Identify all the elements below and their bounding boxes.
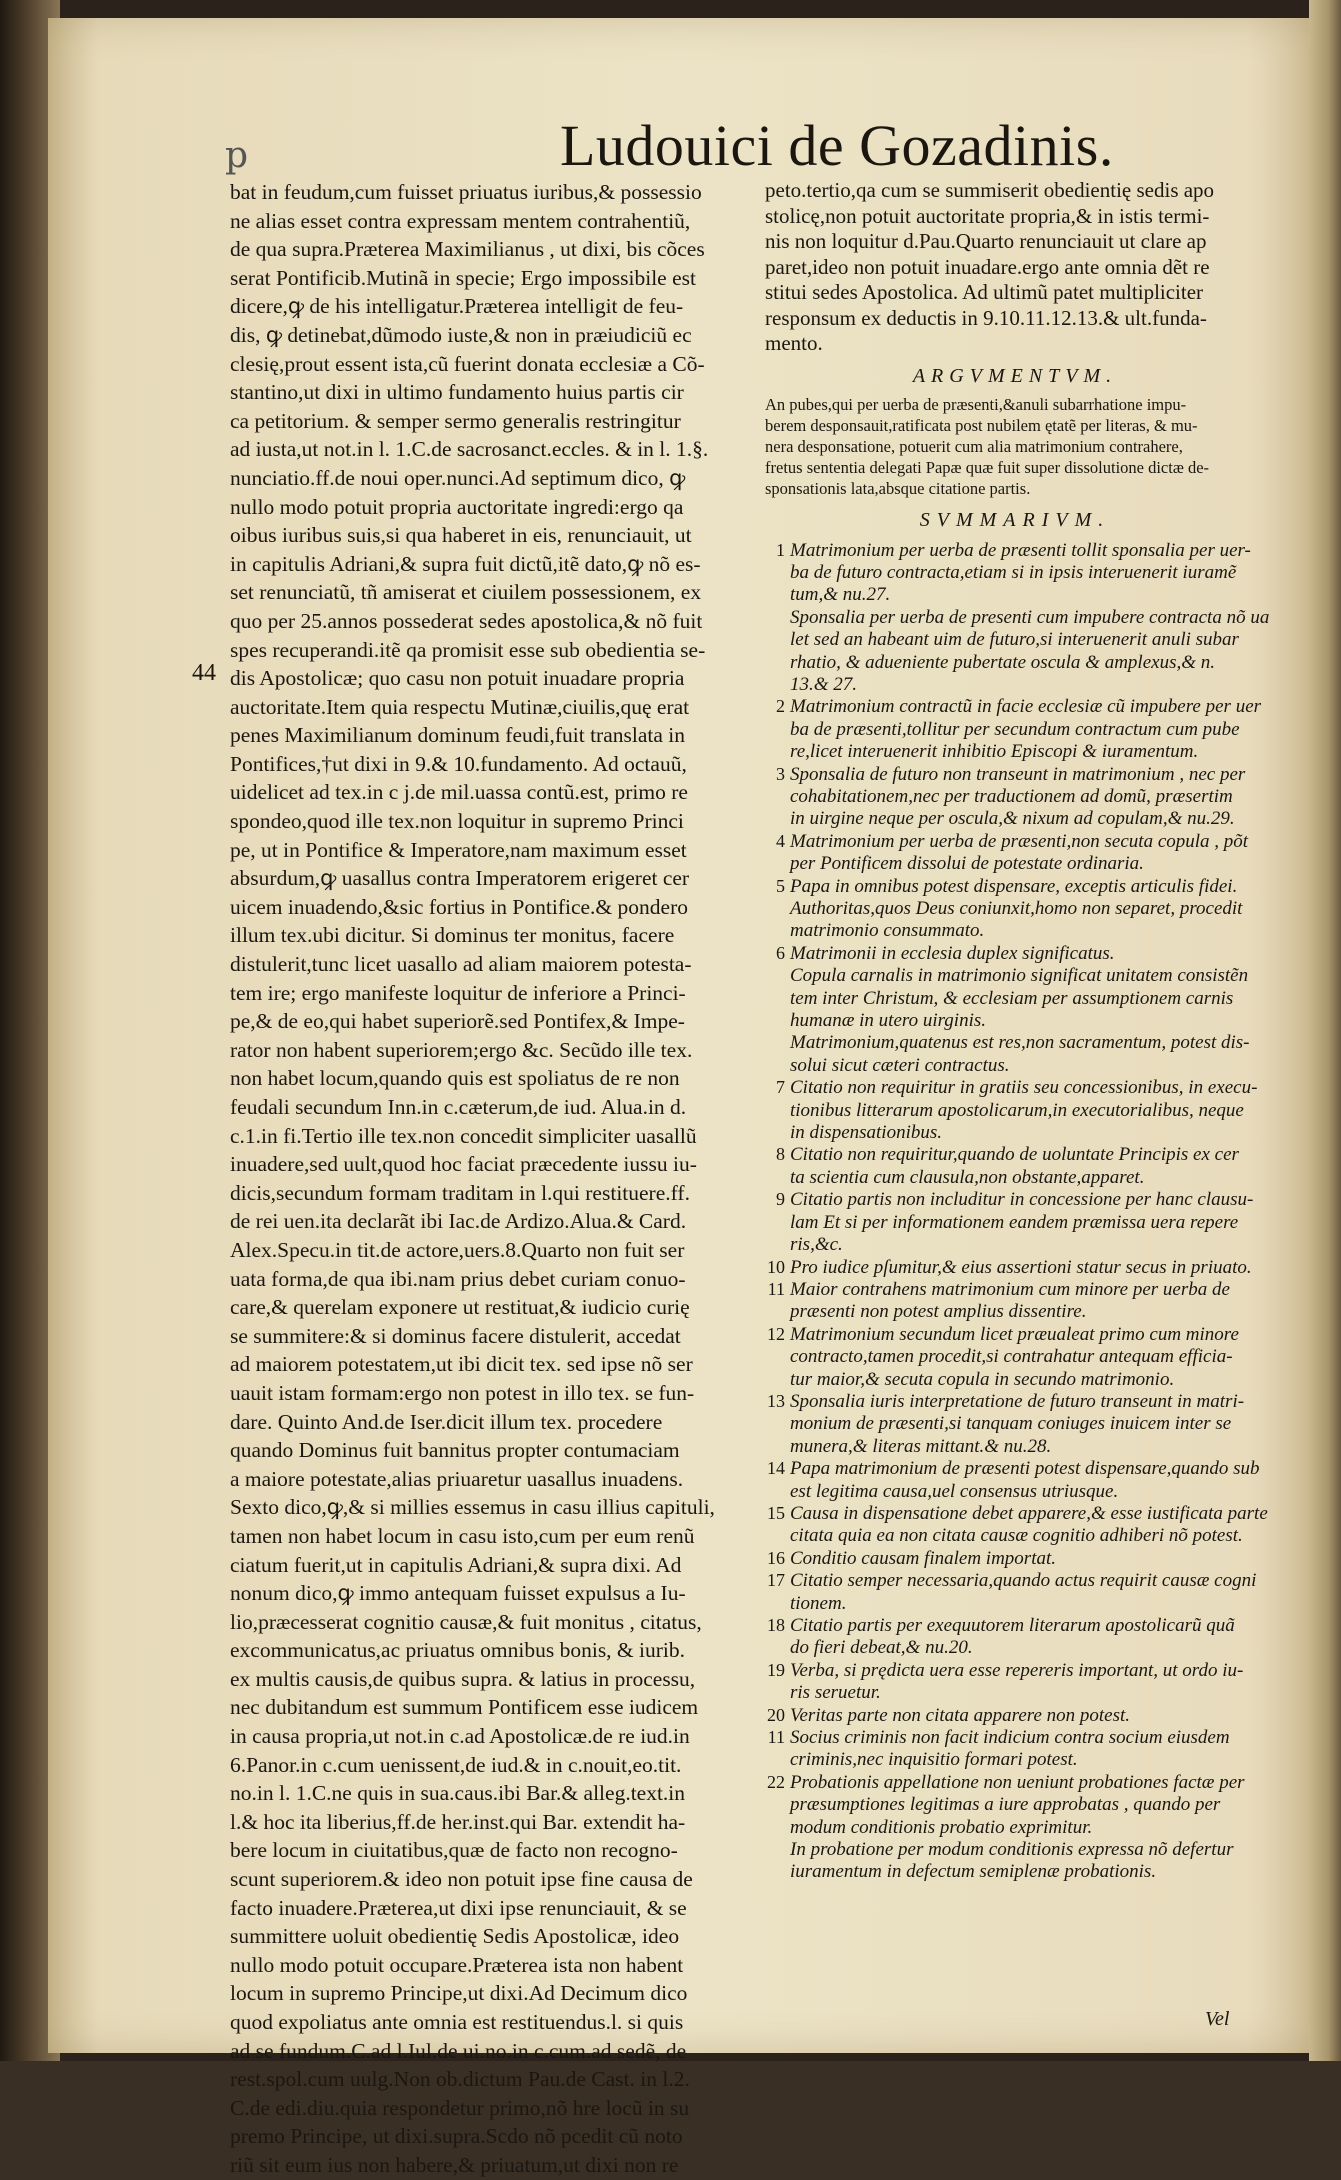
- text-line: penes Maximilianum dominum feudi,fuit translata in: [230, 723, 685, 748]
- running-title: Ludouici de Gozadinis.: [560, 113, 1114, 178]
- left-column: [230, 178, 730, 2180]
- text-line: ba de futuro contracta,etiam si in ipsis interuenerit iuramẽ: [790, 561, 1237, 583]
- text-line: Probationis appellatione non ueniunt probationes factæ per: [790, 1771, 1245, 1793]
- text-line: rator non habent superiorem;ergo &c. Secũdo ille tex.: [230, 1037, 693, 1062]
- text-line: re,licet interuenerit inhibitio Episcopi & iuramentum.: [790, 741, 1199, 763]
- catchword: Vel: [1205, 2008, 1230, 2030]
- text-line: præsenti non potest amplius dissentire.: [790, 1301, 1087, 1323]
- text-line: ris,&c.: [790, 1234, 843, 1256]
- text-line: ciatum fuerit,ut in capitulis Adriani,& supra dixi. Ad: [230, 1552, 682, 1577]
- text-line: care,& querelam exponere ut restituat,& iudicio curię: [230, 1295, 690, 1320]
- text-line: excommunicatus,ac priuatus omnibus bonis, & iurib.: [230, 1638, 686, 1663]
- text-line: ris seruetur.: [790, 1682, 881, 1704]
- summarium-item-number: 7: [776, 1077, 785, 1098]
- text-line: let sed an habeant uim de futuro,si interuenerit anuli subar: [790, 629, 1239, 651]
- text-line: riũ sit eum ius non habere,& priuatum,ut dixi non re: [230, 2152, 679, 2177]
- text-line: ad maiorem potestatem,ut ibi dicit tex. sed ipse nõ ser: [230, 1352, 693, 1377]
- summarium-item: [765, 1257, 1265, 1279]
- text-line: 13.& 27.: [790, 673, 858, 695]
- text-line: 6.Panor.in c.cum uenissent,de iud.& in c.nouit,eo.tit.: [230, 1752, 682, 1777]
- text-line: quo per 25.annos possederat sedes apostolica,& nõ fuit: [230, 608, 703, 633]
- summarium-item-number: 18: [767, 1615, 785, 1635]
- text-line: dare. Quinto And.de Iser.dicit illum tex. procedere: [230, 1409, 663, 1434]
- text-line: tamen non habet locum in casu isto,cum per eum renũ: [230, 1523, 695, 1548]
- text-line: nullo modo potuit occupare.Præterea ista non habent: [230, 1952, 684, 1977]
- text-line: Matrimonii in ecclesia duplex significatus.: [790, 942, 1115, 964]
- text-line: nec dubitandum est summum Pontificem esse iudicem: [230, 1695, 699, 1720]
- text-line: Papa in omnibus potest dispensare, exceptis articulis fidei.: [790, 875, 1238, 897]
- text-line: l.& hoc ita liberius,ff.de her.inst.qui Bar. extendit ha-: [230, 1809, 686, 1834]
- text-line: monium de præsenti,si tanquam coniuges inuicem inter se: [790, 1413, 1232, 1435]
- summarium-item: [765, 1144, 1265, 1189]
- text-line: quod expoliatus ante omnia est restituendus.l. si quis: [230, 2010, 684, 2034]
- text-line: est legitima causa,uel consensus utriusque.: [790, 1480, 1119, 1502]
- text-line: per Pontificem dissolui de potestate ordinaria.: [790, 853, 1144, 875]
- summarium-item: [765, 1324, 1265, 1391]
- text-line: set renunciatũ, tñ amiserat et ciuilem possessionem, ex: [230, 580, 702, 605]
- right-column: [765, 178, 1270, 1884]
- text-line: Citatio partis non includitur in concessione per hanc clausu-: [790, 1189, 1254, 1211]
- text-line: oibus iuribus suis,si qua haberet in eis, renunciauit, ut: [230, 523, 692, 548]
- text-line: serat Pontificib.Mutinã in specie; Ergo impossibile est: [230, 265, 696, 290]
- text-line: Matrimonium per uerba de præsenti tollit sponsalia per uer-: [790, 539, 1251, 561]
- summarium-item: [765, 1077, 1265, 1144]
- summarium-item: [765, 1660, 1265, 1705]
- summarium-item-number: 22: [767, 1771, 785, 1792]
- summarium-item-number: 3: [776, 763, 785, 784]
- text-line: non habet locum,quando quis est spoliatus de re non: [230, 1066, 680, 1091]
- summarium-item: [765, 1189, 1265, 1256]
- summarium-item: [765, 1772, 1265, 1884]
- text-line: Conditio causam finalem importat.: [790, 1547, 1056, 1569]
- text-line: in causa propria,ut not.in c.ad Apostolicæ.de re iud.in: [230, 1724, 690, 1749]
- text-line: Matrimonium,quatenus est res,non sacramentum, potest dis-: [790, 1032, 1250, 1054]
- text-line: nis non loquitur d.Pau.Quarto renunciauit ut clare ap: [765, 229, 1207, 253]
- text-line: berem desponsauit,ratificata post nubilem ętatẽ per literas, & mu-: [765, 415, 1198, 435]
- summarium-item: [765, 606, 1270, 697]
- summarium-item: [765, 1502, 1268, 1548]
- summarium-item: [765, 1391, 1265, 1458]
- argumentum-section: [765, 365, 1265, 499]
- text-line: sponsationis lata,absque citatione partis.: [765, 478, 1031, 498]
- summarium-item: [765, 764, 1265, 831]
- text-line: præsumptiones legitimas a iure approbatas , quando per: [790, 1794, 1221, 1816]
- summarium-item-number: 17: [767, 1570, 785, 1591]
- text-line: C.de edi.diu.quia respondetur primo,nõ hre locũ in su: [230, 2095, 690, 2120]
- text-line: dicis,secundum formam traditam in l.qui restituere.ff.: [230, 1180, 690, 1205]
- text-line: distulerit,tunc licet uasallo ad aliam maiorem potesta-: [230, 952, 692, 977]
- text-line: scunt superiorem.& ideo non potuit ipse fine causa de: [230, 1867, 693, 1892]
- summarium-item: [765, 943, 1265, 1077]
- text-line: Citatio partis per exequutorem literarum apostolicarũ quã: [790, 1615, 1235, 1636]
- summarium-item-number: 16: [767, 1547, 785, 1568]
- text-line: lam Et si per informationem eandem præmissa uera repere: [790, 1211, 1239, 1233]
- text-line: Matrimonium secundum licet præualeat primo cum minore: [790, 1323, 1239, 1345]
- text-line: pe, ut in Pontifice & Imperatore,nam maximum esset: [230, 837, 687, 862]
- summarium-item: [765, 696, 1265, 763]
- text-line: stitui sedes Apostolica. Ad ultimũ patet multipliciter: [765, 280, 1204, 304]
- summarium-item: [765, 1570, 1265, 1615]
- summarium-item-number: 11: [767, 1278, 785, 1299]
- text-line: dis Apostolicæ; quo casu non potuit inuadare propria: [230, 666, 685, 691]
- text-line: stolicę,non potuit auctoritate propria,& in istis termi-: [765, 203, 1210, 228]
- summarium-item-number: 19: [767, 1659, 785, 1680]
- text-line: Copula carnalis in matrimonio significat unitatem consistẽn: [790, 965, 1249, 987]
- text-line: dicere,ꝙ de his intelligatur.Præterea intelligit de feu-: [230, 294, 684, 319]
- text-line: tem ire; ergo manifeste loquitur de inferiore a Princi-: [230, 980, 686, 1005]
- text-line: rhatio, & adueniente pubertate oscula & amplexus,& n.: [790, 651, 1215, 673]
- text-line: Citatio semper necessaria,quando actus requirit causæ cogni: [790, 1570, 1257, 1592]
- text-line: Sponsalia per uerba de presenti cum impubere contracta nõ ua: [790, 606, 1270, 628]
- text-line: contracto,tamen procedit,si contrahatur antequam efficia-: [790, 1346, 1233, 1368]
- text-line: Sponsalia de futuro non transeunt in matrimonium , nec per: [790, 763, 1246, 785]
- summarium-title: SVMMARIVM.: [919, 508, 1111, 531]
- summarium-section: [765, 508, 1270, 1884]
- text-line: Socius criminis non facit indicium contra socium eiusdem: [790, 1727, 1230, 1749]
- argumentum-title: ARGVMENTVM.: [912, 364, 1118, 387]
- text-line: de rei uen.ita declarãt ibi Iac.de Ardizo.Alua.& Card.: [230, 1209, 687, 1234]
- summarium-item-number: 9: [776, 1189, 785, 1210]
- text-line: Matrimonium per uerba de præsenti,non secuta copula , põt: [790, 830, 1249, 852]
- summarium-item-number: 11: [767, 1727, 785, 1748]
- summarium-item: [765, 831, 1265, 876]
- text-line: humanæ in utero uirginis.: [790, 1010, 986, 1032]
- summarium-item: [765, 1548, 1265, 1570]
- folio-mark: p: [225, 135, 249, 176]
- text-line: tum,& nu.27.: [790, 584, 891, 606]
- summarium-item: [765, 540, 1265, 607]
- text-line: uata forma,de qua ibi.nam prius debet curiam conuo-: [230, 1266, 686, 1291]
- text-line: Authoritas,quos Deus coniunxit,homo non separet, procedit: [790, 898, 1243, 919]
- text-line: nunciatio.ff.de noui oper.nunci.Ad septimum dico, ꝙ: [230, 465, 686, 490]
- text-line: a maiore potestate,alias priuaretur uasallus inuadens.: [230, 1466, 684, 1491]
- text-line: ne alias esset contra expressam mentem contrahentiũ,: [230, 208, 691, 233]
- text-line: ta scientia cum clausula,non obstante,apparet.: [790, 1166, 1145, 1188]
- summarium-item-number: 4: [776, 830, 785, 851]
- text-line: Veritas parte non citata apparere non potest.: [790, 1704, 1131, 1726]
- text-line: nera desponsatione, potuerit cum alia matrimonium contrahere,: [765, 436, 1183, 456]
- text-line: bat in feudum,cum fuisset priuatus iuribus,& possessio: [230, 180, 702, 204]
- summarium-item: [765, 1615, 1265, 1660]
- text-line: premo Principe, ut dixi.supra.Scdo nõ pcedit cũ noto: [230, 2124, 683, 2149]
- summarium-item-number: 12: [767, 1323, 785, 1344]
- text-line: tur maior,& secuta copula in secundo matrimonio.: [790, 1368, 1175, 1390]
- summarium-item: [765, 1727, 1265, 1772]
- text-line: absurdum,ꝙ uasallus contra Imperatorem erigeret cer: [230, 866, 690, 891]
- text-line: locum in supremo Principe,ut dixi.Ad Decimum dico: [230, 1981, 688, 2006]
- text-line: rest.spol.cum uulg.Non ob.dictum Pau.de Cast. in l.2.: [230, 2067, 690, 2092]
- text-line: spes recuperandi.itẽ qa promisit esse sub obedientia se-: [230, 637, 706, 662]
- text-line: Verba, si prędicta uera esse repereris important, ut ordo iu-: [790, 1659, 1244, 1681]
- text-line: tionibus litterarum apostolicarum,in executorialibus, neque: [790, 1099, 1244, 1121]
- text-line: de qua supra.Præterea Maximilianus , ut dixi, bis cõces: [230, 237, 705, 262]
- text-line: tem inter Christum, & ecclesiam per assumptionem carnis: [790, 987, 1234, 1009]
- text-line: Maior contrahens matrimonium cum minore per uerba de: [790, 1278, 1230, 1300]
- summarium-item-number: 13: [767, 1390, 785, 1411]
- text-line: illum tex.ubi dicitur. Si dominus ter monitus, facere: [230, 923, 675, 948]
- text-line: dis, ꝙ detinebat,dũmodo iuste,& non in præiudiciũ ec: [230, 322, 692, 347]
- text-line: fretus sententia delegati Papæ quæ fuit super dissolutione dictæ de-: [765, 457, 1210, 477]
- text-line: In probatione per modum conditionis expressa nõ defertur: [790, 1839, 1234, 1861]
- text-line: in dispensationibus.: [790, 1122, 943, 1144]
- text-line: paret,ideo non potuit inuadare.ergo ante omnia dẽt re: [765, 254, 1210, 279]
- summarium-item: [765, 1458, 1265, 1503]
- text-line: iuramentum in defectum semiplenæ probationis.: [790, 1861, 1157, 1883]
- text-line: Pontifices,†ut dixi in 9.& 10.fundamento. Ad octauũ,: [230, 751, 687, 776]
- summarium-item: [765, 1705, 1265, 1727]
- text-line: quando Dominus fuit bannitus propter contumaciam: [230, 1438, 680, 1463]
- text-line: mento.: [765, 331, 823, 355]
- text-line: nonum dico,ꝙ immo antequam fuisset expulsus a Iu-: [230, 1581, 686, 1606]
- text-line: facto inuadere.Præterea,ut dixi ipse renunciauit, & se: [230, 1895, 687, 1920]
- text-line: modum conditionis probatio exprimitur.: [790, 1816, 1093, 1838]
- text-line: matrimonio consummato.: [790, 920, 985, 942]
- text-line: nullo modo potuit propria auctoritate ingredi:ergo qa: [230, 494, 684, 519]
- summarium-item-number: 15: [767, 1502, 785, 1523]
- text-line: Alex.Specu.in tit.de actore,uers.8.Quarto non fuit ser: [230, 1237, 685, 1262]
- text-line: uicem inuadendo,&sic fortius in Pontifice.& pondero: [230, 894, 688, 919]
- text-line: Citatio non requiritur,quando de uoluntate Principis ex cer: [790, 1144, 1239, 1166]
- text-line: do fieri debeat,& nu.20.: [790, 1637, 973, 1659]
- summarium-item-number: 8: [776, 1144, 785, 1165]
- text-line: An pubes,qui per uerba de præsenti,&anuli subarrhatione impu-: [765, 394, 1187, 414]
- text-line: responsum ex deductis in 9.10.11.12.13.& ult.funda-: [765, 305, 1207, 330]
- summarium-list: [765, 539, 1270, 1884]
- text-line: ex multis causis,de quibus supra. & latius in processu,: [230, 1666, 696, 1691]
- summarium-item-number: 1: [776, 539, 785, 560]
- text-line: ba de præsenti,tollitur per secundum contractum cum pube: [790, 718, 1240, 740]
- text-line: stantino,ut dixi in ultimo fundamento huius partis cir: [230, 380, 684, 405]
- summarium-item-number: 20: [767, 1704, 785, 1725]
- text-line: in uirgine neque per oscula,& nixum ad copulam,& nu.29.: [790, 808, 1235, 830]
- text-line: citata quia ea non citata causæ cognitio adhiberi nõ potest.: [790, 1525, 1243, 1547]
- text-line: ad iusta,ut not.in l. 1.C.de sacrosanct.eccles. & in l. 1.§.: [230, 437, 709, 462]
- text-line: peto.tertio,qa cum se summiserit obedientię sedis apo: [765, 178, 1215, 202]
- text-line: lio,præcesserat cognitio causæ,& fuit monitus , citatus,: [230, 1609, 702, 1634]
- text-line: criminis,nec inquisitio formari potest.: [790, 1749, 1078, 1771]
- argumentum-text: [765, 394, 1265, 499]
- margin-number: 44: [192, 660, 216, 686]
- text-line: Matrimonium contractũ in facie ecclesiæ cũ impubere per uer: [790, 696, 1262, 718]
- summarium-item-number: 2: [776, 696, 785, 717]
- text-line: Citatio non requiritur in gratiis seu concessionibus, in execu-: [790, 1077, 1258, 1099]
- text-line: summittere uoluit obedientię Sedis Apostolicæ, ideo: [230, 1924, 680, 1949]
- text-line: se summitere:& si dominus facere distulerit, accedat: [230, 1323, 681, 1348]
- text-line: uauit istam formam:ergo non potest in illo tex. se fun-: [230, 1380, 695, 1405]
- text-line: feudali secundum Inn.in c.cæterum,de iud. Alua.in d.: [230, 1095, 687, 1119]
- text-line: tionem.: [790, 1592, 847, 1614]
- text-line: Pro iudice pſumitur,& eius assertioni statur secus in priuato.: [790, 1256, 1252, 1278]
- text-line: Sexto dico,ꝙ,& si millies essemus in casu illius capituli,: [230, 1495, 715, 1520]
- text-line: munera,& literas mittant.& nu.28.: [790, 1435, 1052, 1457]
- text-line: auctoritate.Item quia respectu Mutinæ,ciuilis,quę erat: [230, 694, 690, 719]
- summarium-item-number: 6: [776, 942, 785, 963]
- text-line: pe,& de eo,qui habet superiorẽ.sed Pontifex,& Impe-: [230, 1009, 685, 1034]
- text-line: bere locum in ciuitatibus,quæ de facto non recogno-: [230, 1838, 678, 1863]
- right-column-text: [765, 178, 1265, 357]
- text-line: in capitulis Adriani,& supra fuit dictũ,itẽ dato,ꝙ nõ es-: [230, 551, 701, 576]
- text-line: Papa matrimonium de præsenti potest dispensare,quando sub: [790, 1458, 1260, 1480]
- text-line: ad se fundum.C.ad l.Iul.de ui.no.in c.cum.ad sedẽ, de: [230, 2038, 687, 2063]
- text-line: spondeo,quod ille tex.non loquitur in supremo Princi: [230, 809, 684, 834]
- text-line: clesię,prout essent ista,cũ fuerint donata ecclesiæ a Cõ-: [230, 351, 705, 376]
- text-line: no.in l. 1.C.ne quis in sua.caus.ibi Bar.& alleg.text.in: [230, 1781, 686, 1806]
- text-line: c.1.in fi.Tertio ille tex.non concedit simpliciter uasallũ: [230, 1123, 697, 1148]
- summarium-item: [765, 876, 1265, 943]
- summarium-item: [765, 1279, 1265, 1324]
- text-line: cohabitationem,nec per traductionem ad domũ, præsertim: [790, 785, 1233, 807]
- summarium-item-number: 14: [767, 1458, 785, 1479]
- page-edge: [1309, 0, 1341, 2061]
- text-line: Sponsalia iuris interpretatione de futuro transeunt in matri-: [790, 1390, 1245, 1412]
- text-line: inuadere,sed uult,quod hoc faciat præcedente iussu iu-: [230, 1152, 697, 1177]
- text-line: ca petitorium. & semper sermo generalis restringitur: [230, 408, 681, 433]
- text-line: Causa in dispensatione debet apparere,& esse iustificata parte: [790, 1502, 1268, 1524]
- text-line: uidelicet ad tex.in c j.de mil.uassa contũ.est, primo re: [230, 780, 688, 805]
- text-line: solui sicut cæteri contractus.: [790, 1054, 1010, 1076]
- summarium-item-number: 5: [776, 875, 785, 896]
- summarium-item-number: 10: [767, 1256, 785, 1277]
